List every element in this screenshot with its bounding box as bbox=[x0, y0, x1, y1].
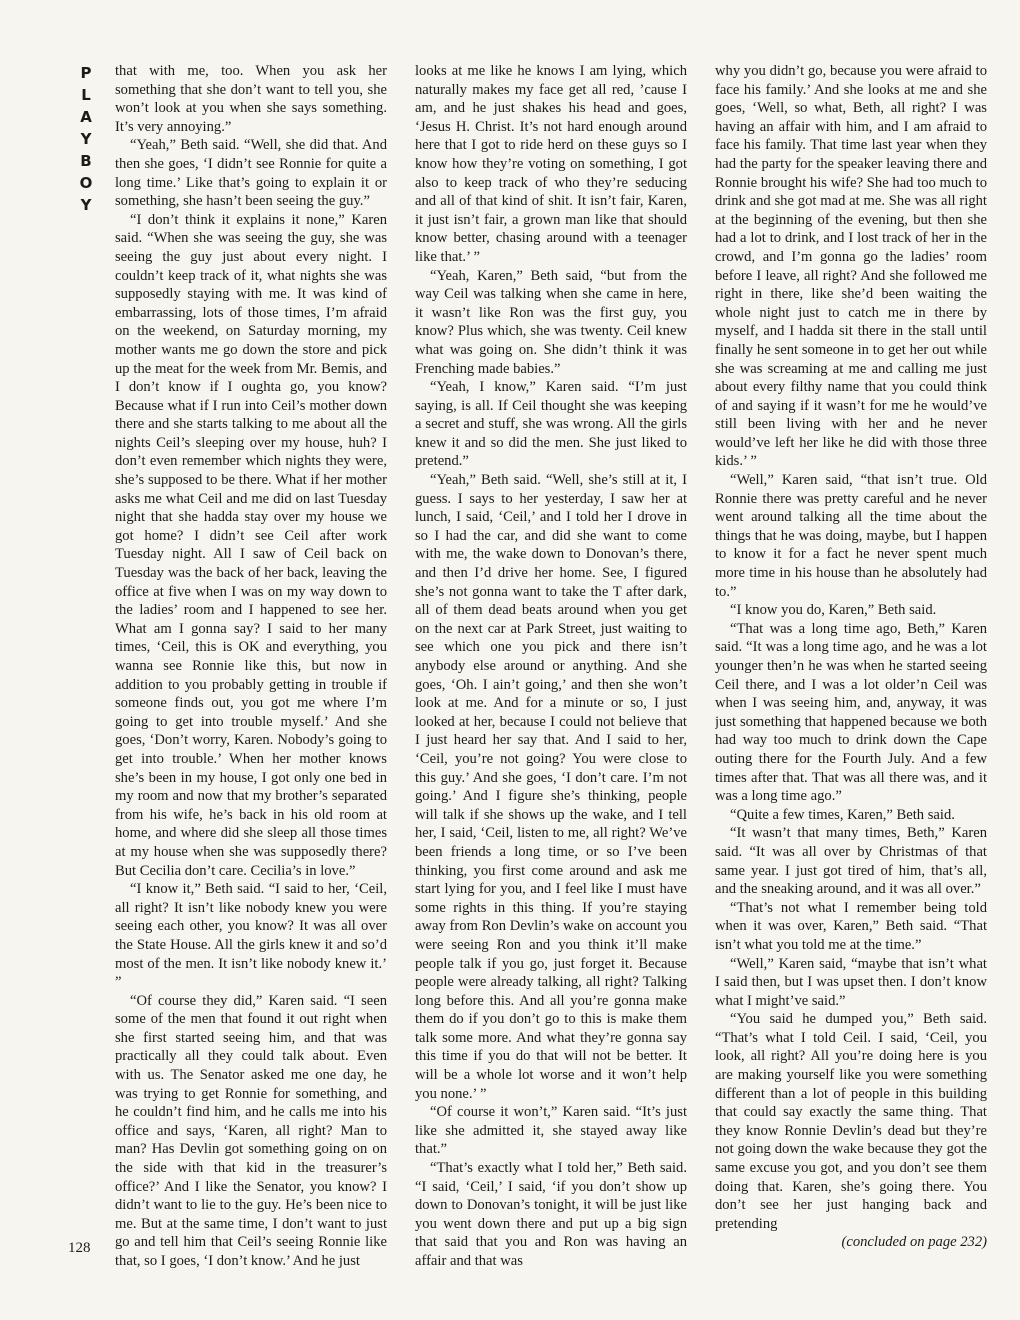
paragraph: “Yeah, I know,” Karen said. “I’m just saying, is all. If Ceil thought she was keeping a secret and stuff, she was wrong. All the girls knew it and so did the men. She just liked to pretend.” bbox=[415, 379, 687, 470]
page-number: 128 bbox=[68, 1240, 91, 1256]
paragraph: “Of course it won’t,” Karen said. “It’s just like she admitted it, she stayed away like that.” bbox=[415, 1104, 687, 1158]
paragraph: “Well,” Karen said, “maybe that isn’t what I said then, but I was upset then. I don’t know what I might’ve said.” bbox=[715, 955, 987, 1009]
paragraph: “Well,” Karen said, “that isn’t true. Old Ronnie there was pretty careful and he never went around talking all the time about the things that he was doing, maybe, but I happen to know it for a fact he never spent much more time in his house than he absolutely had to.” bbox=[715, 472, 987, 600]
article-body bbox=[115, 62, 987, 1272]
paragraph: that with me, too. When you ask her something that she don’t want to tell you, she won’t look at you when she says something. It’s very annoying.” bbox=[115, 63, 387, 135]
magazine-letter: Y bbox=[80, 196, 92, 214]
continuation-note: (concluded on page 232) bbox=[841, 1234, 987, 1251]
paragraph: “Of course they did,” Karen said. “I seen some of the men that found it out right when she first started seeing him, and that was practically all they could talk about. Even with us. The Senator asked me one day, he was trying to get Ronnie for something, and he couldn’t find him, and he calls me into his office and says, ‘Karen, all right? Man to man? Has Devlin got something going on on the side with that kid in the treasurer’s office?’ And I like the Senator, you know? I didn’t want to lie to the guy. He’s been nice to me. But at the same time, I don’t want to just go and tell him that Ceil’s seeing Ronnie like that, so I goes, ‘I don’t know.’ And he just bbox=[115, 992, 387, 1269]
paragraph: why you didn’t go, because you were afraid to face his family.’ And she looks at me and she goes, ‘Well, so what, Beth, all right? I was having an affair with him, and I am afraid to face his family. That time last year when they had the party for the speaker leaving there and Ronnie brought his wife? She had too much to drink and she got mad at me. She was all right at the beginning of the evening, but then she had a lot to drink, and I lost track of her in the crowd, and I’m gonna go the ladies’ room before I leave, all right? And she followed me right in there, like she’d been waiting the whole night just to catch me in there by myself, and I hadda sit there in the stall until finally he sent someone in to get her out while she was screaming at me and calling me just about every filthy name that you could think of and saying if it wasn’t for me he would’ve still been living with her and he never would’ve left her like he did with those three kids.’ ” bbox=[715, 63, 987, 470]
magazine-letter: O bbox=[79, 174, 93, 192]
paragraph: “Yeah, Karen,” Beth said, “but from the way Ceil was talking when she came in here, it wasn’t like Ron was the first guy, you know? Plus which, she was twenty. Ceil knew what was going on. She didn’t think it was Frenching made babies.” bbox=[415, 267, 687, 377]
paragraph: “That’s not what I remember being told when it was over, Karen,” Beth said. “That isn’t what you told me at the time.” bbox=[715, 899, 987, 953]
paragraph: “I know it,” Beth said. “I said to her, ‘Ceil, all right? It isn’t like nobody knew you were seeing each other, you know? It was all over the State House. All the girls knew it and so’d most of the men. It isn’t like nobody knew it.’ ” bbox=[115, 881, 387, 991]
magazine-letter: A bbox=[80, 108, 92, 126]
paragraph: “Yeah,” Beth said. “Well, she did that. And then she goes, ‘I didn’t see Ronnie for quite a long time.’ Like that’s going to explain it or something, she hasn’t been seeing the guy.” bbox=[115, 137, 387, 210]
paragraph: “That was a long time ago, Beth,” Karen said. “It was a long time ago, and he was a lot younger then’n he was when he started seeing Ceil there, and I was a lot older’n Ceil was when I was seeing him, and, anyway, it was just something that happened because we both had way too much to drink down the Cape outing there for the Fourth July. And a few times after that. That was all there was, and it was a long time ago.” bbox=[715, 620, 987, 805]
paragraph: “That’s exactly what I told her,” Beth said. “I said, ‘Ceil,’ I said, ‘if you don’t show up down to Donovan’s tonight, it will be just like you went down there and put up a big sign that said that you and Ron was having an affair and that was bbox=[415, 1160, 687, 1269]
paragraph: “You said he dumped you,” Beth said. “That’s what I told Ceil. I said, ‘Ceil, you look, all right? All you’re doing here is you are making yourself like you were something different than a lot of people in this building that could say exactly the same thing. That they know Ronnie Devlin’s dead but they’re not going down the wake because they got the same excuse you got, and you don’t see them doing that. Karen, she’s going there. You don’t see her just hanging back and pretending bbox=[715, 1011, 987, 1232]
column-3 bbox=[715, 62, 987, 1272]
paragraph: “I know you do, Karen,” Beth said. bbox=[730, 602, 937, 619]
paragraph: looks at me like he knows I am lying, which naturally makes my face get all red, ’cause I am, and he just shakes his head and goes, ‘Jesus H. Christ. It’s not hard enough around here that I got to ride herd on these guys so I know how they’re voting on something, I got also to keep track of who they’re seducing and all of that kind of shit. It isn’t fair, Karen, it just isn’t fair, a grown man like that should know better, chasing around with a teenager like that.’ ” bbox=[415, 63, 687, 265]
column-1 bbox=[115, 62, 387, 1272]
magazine-letter: Y bbox=[80, 130, 92, 148]
paragraph: “It wasn’t that many times, Beth,” Karen said. “It was all over by Christmas of that same year. I just got tired of him, that’s all, and the sneaking around, and it was all over.” bbox=[715, 825, 987, 898]
magazine-letter: B bbox=[80, 152, 92, 170]
paragraph: “Yeah,” Beth said. “Well, she’s still at it, I guess. I says to her yesterday, I saw her at lunch, I said, ‘Ceil,’ and I told her I drove in so I had the car, and did she want to come with me, the wake down to Donovan’s there, and then I’d drive her home. See, I figured she’s not gonna want to take the T after dark, all of them dead beats around when you get on the next car at Park Street, just waiting to see which one you pick and there isn’t anybody else around or anything. And she goes, ‘Oh. I ain’t going,’ and then she won’t look at me. And for a minute or so, I just looked at her, because I could not believe that I just heard her say that. And I said to her, ‘Ceil, you’re not going? You were close to this guy.’ And she goes, ‘I don’t care. I’m not going.’ And I figure she’s thinking, people will talk if she shows up the wake, and I tell her, I said, ‘Ceil, listen to me, all right? We’ve been friends a long time, or so I’ve been thinking, you first come around and ask me start lying for you, and I feel like I must have some rights in this thing. If you’re staying away from Ron Devlin’s wake on account you were seeing Ron and you think it’ll make people talk if you go, just forget it. Because people were already talking, all right? Talking long before this. And all you’re gonna make them do if you don’t go to this is make them talk some more. And what they’re gonna say this time if you do that will not be better. It will be a whole lot worse and it won’t help you none.’ ” bbox=[415, 472, 687, 1102]
paragraph: “Quite a few times, Karen,” Beth said. bbox=[730, 806, 955, 823]
paragraph: “I don’t think it explains it none,” Karen said. “When she was seeing the guy, she was seeing the guy just about every night. I couldn’t keep track of it, what nights she was supposedly staying with me. It was kind of embarrassing, lots of those times, I’m afraid on the weekend, on Saturday morning, my mother wants me go down the store and pick up the meat for the week from Mr. Bemis, and I don’t know if I oughta go, you know? Because what if I run into Ceil’s mother down there and she starts talking to me about all the nights Ceil’s sleeping over my house, huh? I don’t even remember which nights they were, she’s supposed to be there. What if her mother asks me what Ceil and me did on last Tuesday night that she hadda stay over my house we got home? I didn’t see Ceil after work Tuesday night. All I saw of Ceil back on Tuesday was the back of her back, leaving the office at five when I was on my way down to the ladies’ room and I happened to see her. What am I gonna say? I said to her many times, ‘Ceil, this is OK and everything, you wanna see Ronnie like this, but now in addition to you probably getting in trouble if someone finds out, you got me where I’m going to get into trouble myself.’ And she goes, ‘Don’t worry, Karen. Nobody’s going to get into trouble.’ When her mother knows she’s been in my house, I got only one bed in my room and now that my brother’s separated from his wife, he’s back in his old room at home, and where did she sleep all those times at my house when she was supposedly there? But Cecilia don’t care. Cecilia’s in love.” bbox=[115, 211, 387, 879]
column-2 bbox=[415, 62, 687, 1272]
magazine-letter: L bbox=[81, 86, 91, 104]
magazine-letter: P bbox=[80, 64, 92, 82]
magazine-name-vertical bbox=[72, 62, 100, 216]
